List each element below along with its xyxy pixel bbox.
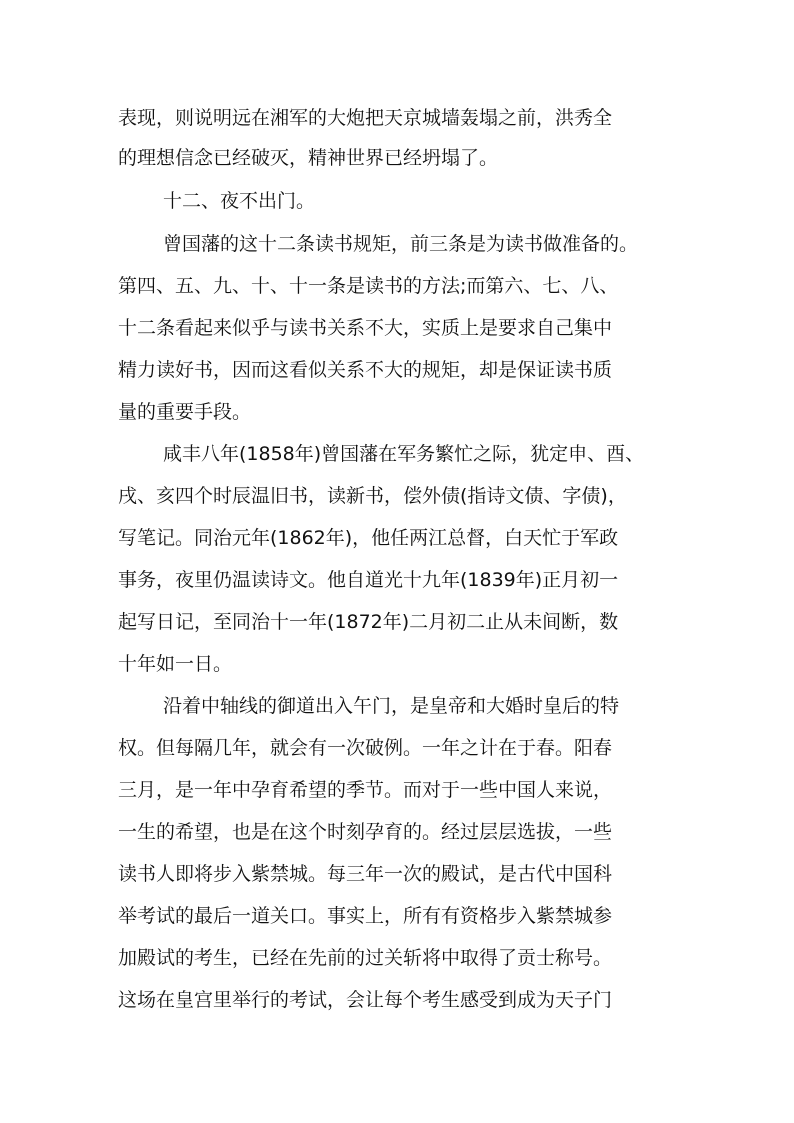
text-line: 第四、五、九、十、十一条是读书的方法;而第六、七、八、 bbox=[118, 275, 619, 297]
text-line: 写笔记。同治元年(1862年)，他任两江总督，白天忙于军政 bbox=[118, 527, 619, 549]
text-line: 曾国藩的这十二条读书规矩，前三条是为读书做准备的。 bbox=[163, 233, 639, 255]
text-line: 戌、亥四个时辰温旧书，读新书，偿外债(指诗文债、字债)， bbox=[118, 485, 627, 507]
text-line: 读书人即将步入紫禁城。每三年一次的殿试，是古代中国科 bbox=[118, 863, 613, 885]
text-line: 三月，是一年中孕育希望的季节。而对于一些中国人来说， bbox=[118, 779, 613, 801]
text-line: 十二条看起来似乎与读书关系不大，实质上是要求自己集中 bbox=[118, 317, 613, 339]
section-heading: 十二、夜不出门。 bbox=[163, 190, 316, 212]
text-line: 沿着中轴线的御道出入午门，是皇帝和大婚时皇后的特 bbox=[163, 695, 620, 717]
text-line: 这场在皇宫里举行的考试，会让每个考生感受到成为天子门 bbox=[118, 989, 613, 1011]
text-line: 起写日记，至同治十一年(1872年)二月初二止从未间断，数 bbox=[118, 611, 619, 633]
text-line: 表现，则说明远在湘军的大炮把天京城墙轰塌之前，洪秀全 bbox=[118, 107, 613, 129]
text-line: 精力读好书，因而这看似关系不大的规矩，却是保证读书质 bbox=[118, 359, 613, 381]
text-line: 咸丰八年(1858年)曾国藩在军务繁忙之际，犹定申、酉、 bbox=[163, 443, 645, 465]
text-line: 一生的希望，也是在这个时刻孕育的。经过层层选拔，一些 bbox=[118, 821, 613, 843]
text-line: 十年如一日。 bbox=[118, 653, 233, 675]
text-line: 权。但每隔几年，就会有一次破例。一年之计在于春。阳春 bbox=[118, 737, 613, 759]
text-line: 举考试的最后一道关口。事实上，所有有资格步入紫禁城参 bbox=[118, 905, 613, 927]
text-line: 加殿试的考生，已经在先前的过关斩将中取得了贡士称号。 bbox=[118, 947, 613, 969]
text-line: 的理想信念已经破灭，精神世界已经坍塌了。 bbox=[118, 147, 499, 169]
text-line: 事务，夜里仍温读诗文。他自道光十九年(1839年)正月初一 bbox=[118, 569, 619, 591]
text-line: 量的重要手段。 bbox=[118, 401, 252, 423]
